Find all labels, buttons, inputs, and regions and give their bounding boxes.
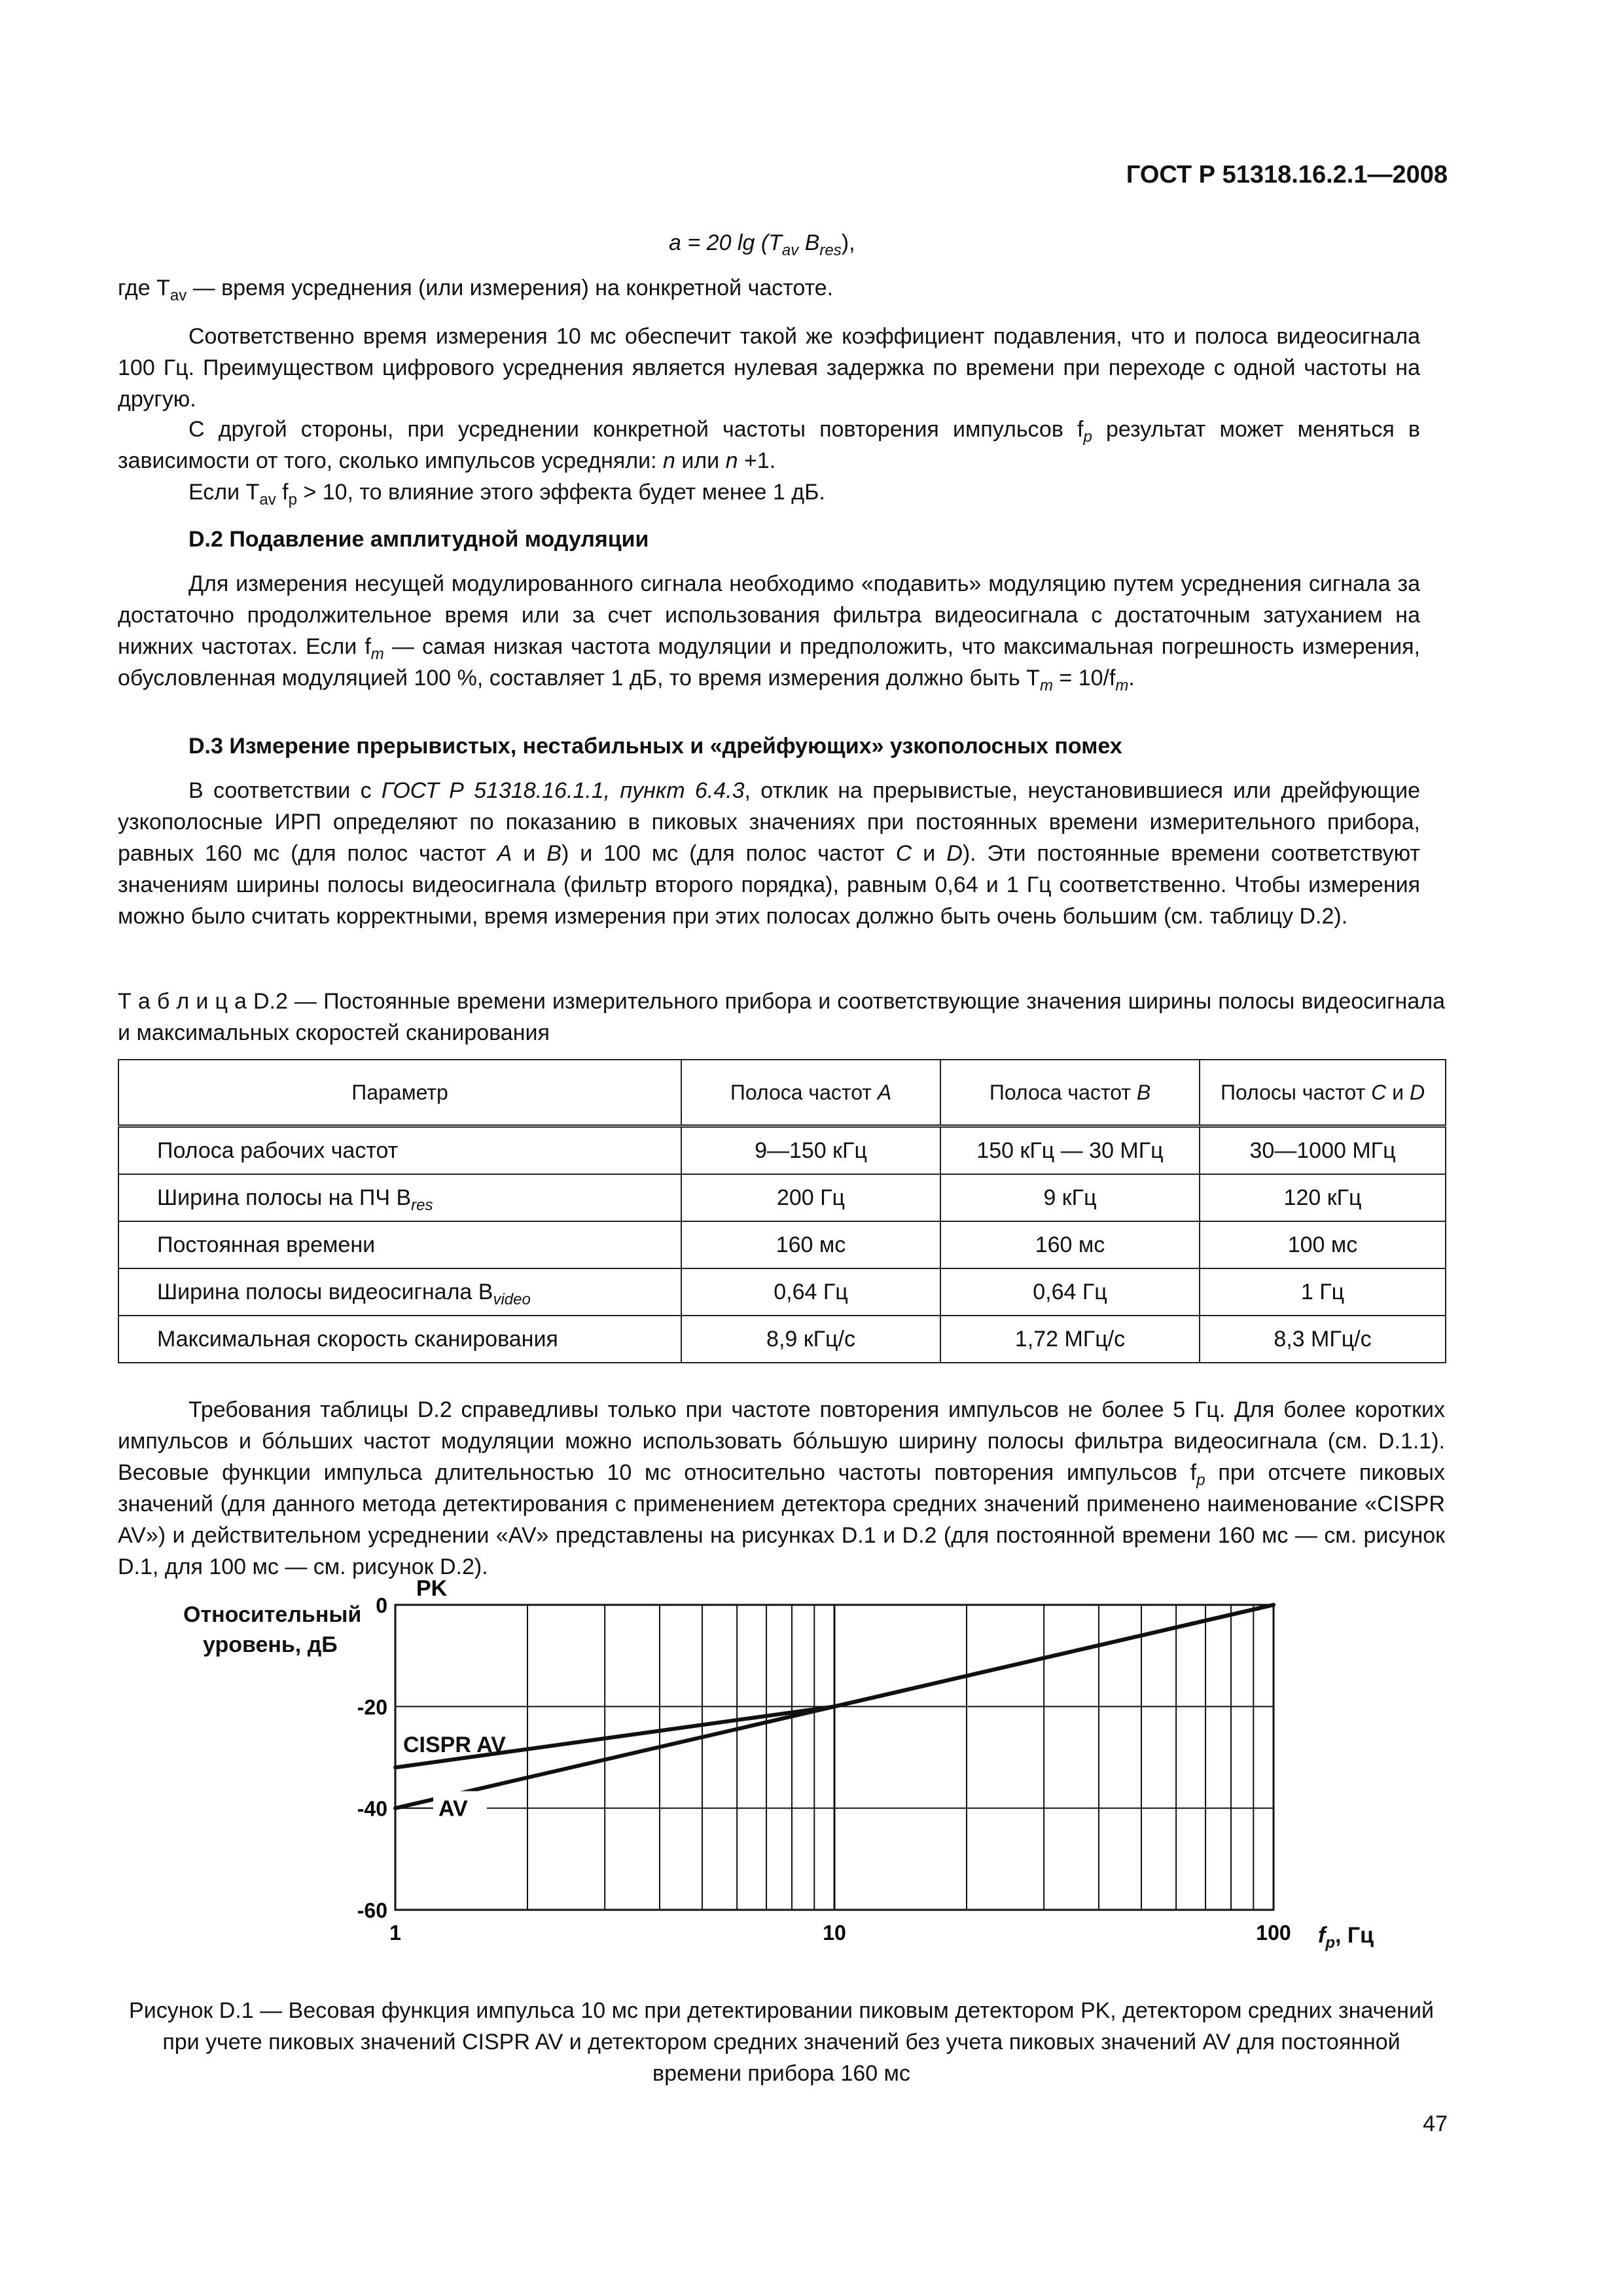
row-cell-b: 9 кГц [940,1174,1200,1221]
series-label-cispr-av: CISPR AV [403,1732,506,1758]
row-cell-a: 160 мс [681,1221,940,1268]
header-band-b [940,1060,1200,1126]
row-param [118,1221,681,1268]
header-band-c-letter: C [1371,1080,1387,1104]
row-cell-b: 150 кГц — 30 МГц [940,1126,1200,1175]
para3-a: С другой стороны, при усреднении конкретной частоты повторения импульсов f [188,417,1084,442]
d3-B: B [546,841,562,866]
table-row [118,1268,1446,1316]
d2-sub-m2: m [1039,677,1053,694]
para5-b: при отсчете пиковых значений (для данного метода детектирования с применением детектора средних значений применено наименование «CISPR AV») и действительном усреднении «AV» представлены на рисунках D.1 и D.2 (для постоянной времени 160 мс — см. рисунок D.1, для 100 мс — см. рисунок D.2). [118,1460,1445,1579]
series-label-av: AV [438,1796,468,1821]
x-tick-label: 1 [389,1921,401,1945]
para3-f: +1. [738,448,776,473]
header-band-cd [1200,1060,1446,1126]
chart-grid [395,1605,1274,1910]
row-cell-cd: 30—1000 МГц [1200,1126,1446,1175]
row-param-text: Ширина полосы видеосигнала B [157,1279,493,1304]
y-axis-label-line1: Относительный [183,1602,362,1627]
row-cell-cd: 120 кГц [1200,1174,1446,1221]
row-param-text: Постоянная времени [157,1232,376,1257]
formula-a: a = 20 lg (T [669,230,782,255]
row-cell-a: 8,9 кГц/с [681,1316,940,1363]
table-caption-label: Т а б л и ц а D.2 [118,989,288,1014]
para5-a: Требования таблицы D.2 справедливы только при частоте повторения импульсов не более 5 Гц. Для более коротких импульсов и бóльших частот модуляции можно использовать бóльшую ширину полосы фильтра видеосигнала (см. D.1.1). Весовые функции импульса длительностью 10 мс относительно частоты повторения импульсов f [118,1397,1445,1485]
y-tick-label: -60 [357,1899,387,1922]
weighting-function-chart [0,1571,1623,1964]
d2-sub-m: m [370,645,384,663]
d2-sub-m3: m [1115,677,1129,694]
row-cell-a: 200 Гц [681,1174,940,1221]
figure-caption: Рисунок D.1 — Весовая функция импульса 10 мс при детектировании пиковым детектором PK, детектором средних значений при учете пиковых значений CISPR AV и детектором средних значений без учета пиковых значений AV для постоянной времени прибора 160 мс [129,1998,1434,2086]
row-cell-cd: 8,3 МГц/с [1200,1316,1446,1363]
x-axis-label-symbol: f [1318,1923,1326,1948]
para3-sub: p [1083,428,1092,446]
row-param [118,1316,681,1363]
header-band-a-text: Полоса частот [730,1080,878,1104]
para4-b: f [276,480,289,505]
para3-c: n [662,448,675,473]
row-param [118,1268,681,1316]
row-cell-cd: 1 Гц [1200,1268,1446,1316]
y-tick-label: 0 [376,1594,387,1617]
para4-sub1: av [259,491,276,509]
formula-sub1: av [781,242,799,259]
header-band-and: и [1386,1080,1410,1104]
table-row [118,1316,1446,1363]
row-param-text: Полоса рабочих частот [157,1138,399,1163]
table-row [118,1221,1446,1268]
x-axis-label [1318,1923,1374,1952]
formula [669,230,855,259]
row-cell-a: 9—150 кГц [681,1126,940,1175]
section-d2-title: D.2 Подавление амплитудной модуляции [188,527,649,552]
row-cell-a: 0,64 Гц [681,1268,940,1316]
header-band-cd-text: Полосы частот [1220,1080,1372,1104]
table-caption-text: — Постоянные времени измерительного прибора и соответствующие значения ширины полосы видеосигнала и максимальных скоростей сканирования [118,989,1445,1045]
formula-mid: B [798,230,820,255]
paragraph-effect [118,476,1420,508]
para1-b: — время усреднения (или измерения) на конкретной частоте. [187,276,834,300]
header-band-d-letter: D [1409,1080,1425,1104]
para1-a: где T [118,276,170,300]
x-tick-label: 100 [1256,1921,1291,1945]
d3-and1: и [512,841,547,866]
d2-text-c: = 10/f [1052,666,1116,691]
table-caption [118,986,1445,1049]
d3-A: A [497,841,512,866]
header-band-b-letter: B [1136,1080,1151,1104]
para3-d: или [675,448,726,473]
row-param-text: Ширина полосы на ПЧ B [157,1185,412,1210]
x-tick-label: 10 [823,1921,846,1945]
row-param [118,1174,681,1221]
row-param [118,1126,681,1175]
row-cell-b: 160 мс [940,1221,1200,1268]
d3-ref: ГОСТ Р 51318.16.1.1, пункт 6.4.3 [381,778,745,803]
paragraph-tav [118,272,1420,304]
d3-D: D [946,841,963,866]
paragraph-measure-time: Соответственно время измерения 10 мс обеспечит такой же коэффициент подавления, что и полоса видеосигнала 100 Гц. Преимуществом цифрового усреднения является нулевая задержка по времени при переходе с одной частоты на другую. [118,324,1420,412]
y-tick-label: -40 [357,1797,387,1821]
d3-text-d: ). Эти постоянные времени соответствуют значениям ширины полосы видеосигнала (фильтр второго порядка), равным 0,64 и 1 Гц соответственно. Чтобы измерения можно было считать корректными, время измерения при этих полосах должно быть очень большим (см. таблицу D.2). [118,841,1420,929]
d3-text-c: ) и 100 мс (для полос частот [561,841,896,866]
x-axis-label-sub: p [1325,1934,1335,1952]
d3-text-a: В соответствии с [188,778,382,803]
header-band-a-letter: A [877,1080,892,1104]
para1-sub: av [169,287,187,304]
y-tick-label: -20 [357,1695,387,1719]
d2-text-d: . [1128,666,1135,691]
para3-b: результат может меняться в зависимости от того, сколько импульсов усредняли: [118,417,1420,473]
para3-e: n [725,448,738,473]
paragraph-other-side [118,414,1420,476]
section-d2-text [118,568,1420,694]
header-band-b-text: Полоса частот [989,1080,1137,1104]
section-d3-title: D.3 Измерение прерывистых, нестабильных и «дрейфующих» узкополосных помех [188,734,1122,759]
row-param-text: Максимальная скорость сканирования [157,1326,558,1352]
d2-text-a: Для измерения несущей модулированного сигнала необходимо «подавить» модуляцию путем усреднения сигнала за достаточно продолжительное время или за счет использования фильтра видеосигнала с достаточным затуханием на нижних частотах. Если f [118,571,1420,659]
formula-sub2: res [819,242,842,259]
paragraph-table-requirements [118,1394,1445,1583]
table-row [118,1126,1446,1175]
series-label-pk: PK [416,1576,448,1601]
table-row [118,1174,1446,1221]
row-cell-cd: 100 мс [1200,1221,1446,1268]
page-number: 47 [1423,2111,1448,2136]
para4-c: > 10, то влияние этого эффекта будет менее 1 дБ. [296,480,825,505]
document-header: ГОСТ Р 51318.16.2.1—2008 [1126,161,1448,188]
data-table [118,1059,1446,1363]
section-d3-text [118,775,1420,932]
header-band-a [681,1060,940,1126]
d2-text-b: — самая низкая частота модуляции и предположить, что максимальная погрешность измерения, обусловленная модуляцией 100 %, составляет 1 дБ, то время измерения должно быть T [118,634,1420,691]
x-axis-label-unit: , Гц [1335,1923,1374,1948]
d3-C: C [895,841,912,866]
para4-a: Если T [188,480,260,505]
header-param: Параметр [118,1060,681,1126]
y-axis-label-line2: уровень, дБ [203,1632,338,1657]
row-param-sub: video [493,1290,531,1308]
para4-sub2: p [288,491,297,509]
formula-end: ), [841,230,855,255]
para5-sub: p [1196,1471,1205,1489]
row-param-sub: res [411,1196,433,1214]
d3-text-b: , отклик на прерывистые, неустановившиеся или дрейфующие узкополосные ИРП определяют по показанию в пиковых значениях при постоянных времени измерительного прибора, равных 160 мс (для полос частот [118,778,1421,866]
row-cell-b: 1,72 МГц/с [940,1316,1200,1363]
row-cell-b: 0,64 Гц [940,1268,1200,1316]
d3-and2: и [912,841,947,866]
table-header-row [118,1060,1446,1126]
